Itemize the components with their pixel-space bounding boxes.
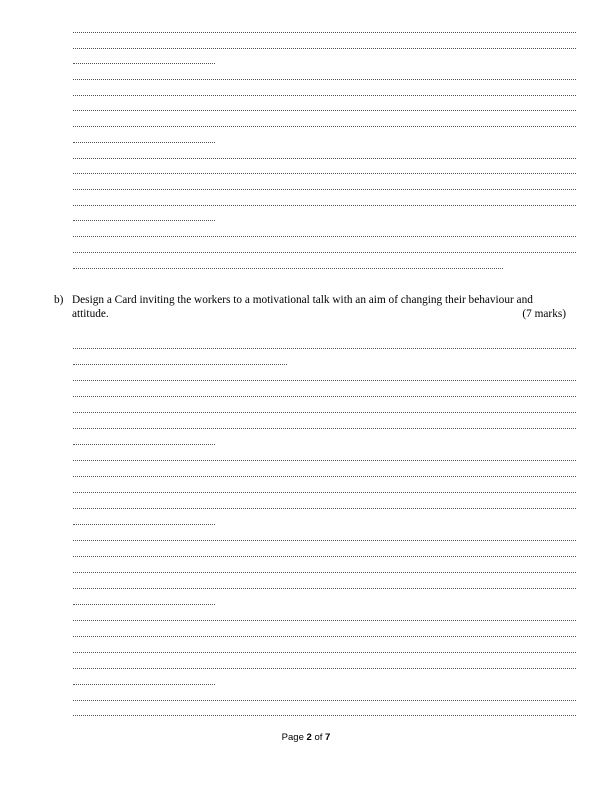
- answer-line[interactable]: [73, 620, 576, 621]
- answer-line[interactable]: [73, 668, 576, 669]
- answer-line[interactable]: [73, 95, 576, 96]
- answer-line[interactable]: [73, 684, 215, 685]
- total-pages-number: 7: [325, 732, 331, 743]
- answer-line[interactable]: [73, 508, 576, 509]
- answer-line[interactable]: [73, 636, 576, 637]
- page-footer: [0, 732, 612, 743]
- answer-line[interactable]: [73, 715, 576, 716]
- answer-line[interactable]: [73, 652, 576, 653]
- answer-line[interactable]: [73, 604, 215, 605]
- question-text: Design a Card inviting the workers to a motivational talk with an aim of changing their behaviour and attitude.: [72, 294, 533, 320]
- answer-line[interactable]: [73, 110, 576, 111]
- answer-line[interactable]: [73, 158, 576, 159]
- answer-line[interactable]: [73, 700, 576, 701]
- answer-line[interactable]: [73, 173, 576, 174]
- answer-line[interactable]: [73, 252, 576, 253]
- answer-line[interactable]: [73, 63, 215, 64]
- answer-line[interactable]: [73, 460, 576, 461]
- current-page-number: 2: [306, 732, 312, 743]
- answer-line[interactable]: [73, 220, 215, 221]
- answer-line[interactable]: [73, 492, 576, 493]
- answer-line[interactable]: [73, 572, 576, 573]
- answer-line[interactable]: [73, 189, 576, 190]
- answer-line[interactable]: [73, 444, 215, 445]
- answer-line[interactable]: [73, 48, 576, 49]
- answer-line[interactable]: [73, 126, 576, 127]
- answer-line[interactable]: [73, 205, 576, 206]
- answer-line[interactable]: [73, 412, 576, 413]
- answer-line[interactable]: [73, 364, 287, 365]
- answer-line[interactable]: [73, 428, 576, 429]
- answer-line[interactable]: [73, 142, 215, 143]
- answer-line[interactable]: [73, 380, 576, 381]
- answer-line[interactable]: [73, 556, 576, 557]
- question-label: b): [54, 294, 64, 306]
- answer-line[interactable]: [73, 396, 576, 397]
- answer-line[interactable]: [73, 348, 576, 349]
- of-word: of: [314, 732, 323, 743]
- answer-line[interactable]: [73, 524, 215, 525]
- page-word: Page: [281, 732, 304, 743]
- answer-line[interactable]: [73, 588, 576, 589]
- answer-line[interactable]: [73, 268, 503, 269]
- answer-line[interactable]: [73, 79, 576, 80]
- question-marks: (7 marks): [522, 307, 566, 320]
- answer-line[interactable]: [73, 476, 576, 477]
- answer-line[interactable]: [73, 540, 576, 541]
- answer-line[interactable]: [73, 236, 576, 237]
- answer-line[interactable]: [73, 32, 576, 33]
